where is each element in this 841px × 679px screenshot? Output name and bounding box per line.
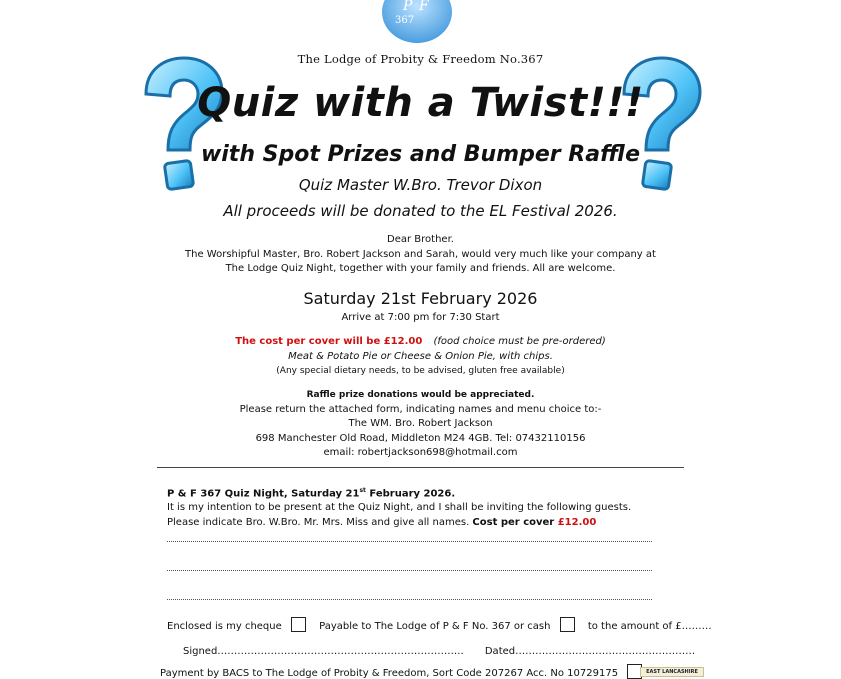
signature-row	[167, 646, 695, 657]
contact-email: email: robertjackson698@hotmail.com	[323, 447, 518, 458]
svg-text:P: P	[403, 0, 413, 14]
contact-address: 698 Manchester Old Road, Middleton M24 4GB. Tel: 07432110156	[255, 432, 586, 444]
lodge-name: The Lodge of Probity & Freedom No.367	[297, 52, 544, 66]
arrive-time: Arrive at 7:00 pm for 7:30 Start	[341, 312, 500, 323]
guest-name-line-1[interactable]	[167, 541, 652, 542]
form-intention: It is my intention to be present at the Quiz Night, and I shall be inviting the following guests.	[167, 502, 632, 513]
letter-line-2: The Lodge Quiz Night, together with your family and friends. All are welcome.	[225, 263, 616, 274]
event-date: Saturday 21st February 2026	[303, 289, 538, 308]
cheque-checkbox[interactable]	[291, 617, 306, 632]
svg-text:367: 367	[395, 15, 415, 26]
page-title: Quiz with a Twist!!!	[197, 80, 644, 126]
amount-label: to the amount of £………	[587, 621, 712, 632]
dated-field[interactable]: Dated………………………………………………	[484, 646, 696, 657]
svg-text:F: F	[419, 0, 429, 14]
form-indicate: Please indicate Bro. W.Bro. Mr. Mrs. Miss and give all names. Cost per cover £12.00	[167, 517, 597, 528]
guest-name-line-2[interactable]	[167, 570, 652, 571]
contact-name: The WM. Bro. Robert Jackson	[348, 418, 493, 429]
cost-note: (food choice must be pre-ordered)	[433, 336, 606, 347]
payment-row	[167, 617, 712, 632]
signed-field[interactable]: Signed………………………………………………………………..	[183, 646, 464, 657]
menu: Meat & Potato Pie or Cheese & Onion Pie, with chips.	[288, 350, 553, 362]
letter	[0, 233, 841, 277]
raffle-donations: Raffle prize donations would be appreciated.	[306, 390, 535, 400]
divider	[157, 467, 684, 468]
cost-text: The cost per cover will be £12.00	[235, 336, 423, 347]
return-block	[0, 388, 841, 461]
guest-name-line-3[interactable]	[167, 599, 652, 600]
bacs-label: Payment by BACS to The Lodge of Probity & Freedom, Sort Code 207267 Acc. No 10729175	[160, 668, 619, 679]
return-line: Please return the attached form, indicating names and menu choice to:-	[239, 403, 602, 415]
cost-block	[0, 335, 841, 379]
east-lancashire-badge: EAST LANCASHIRE	[640, 667, 704, 677]
form-heading: P & F 367 Quiz Night, Saturday 21st February 2026.	[167, 487, 456, 500]
enclosed-label: Enclosed is my cheque	[167, 621, 282, 632]
bacs-row	[160, 664, 646, 679]
dietary-note: (Any special dietary needs, to be advised, gluten free available)	[276, 366, 565, 376]
proceeds-note: All proceeds will be donated to the EL Festival 2026.	[223, 202, 618, 220]
cash-checkbox[interactable]	[560, 617, 575, 632]
quiz-master: Quiz Master W.Bro. Trevor Dixon	[298, 176, 543, 194]
subtitle: with Spot Prizes and Bumper Raffle	[200, 142, 641, 167]
greeting: Dear Brother.	[387, 234, 454, 245]
letter-line-1: The Worshipful Master, Bro. Robert Jackson and Sarah, would very much like your company at	[185, 248, 656, 260]
lodge-logo	[381, 0, 453, 44]
payable-label: Payable to The Lodge of P & F No. 367 or cash	[319, 621, 551, 632]
